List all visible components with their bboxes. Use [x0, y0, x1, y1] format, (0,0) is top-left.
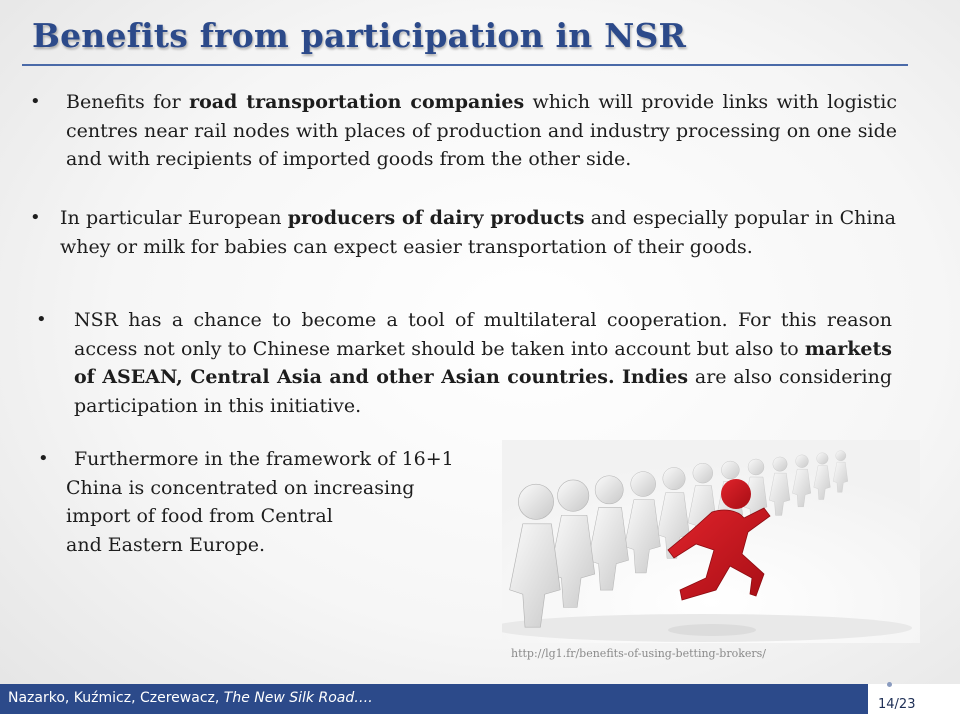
bullet-emphasis: road transportation companies: [189, 91, 525, 113]
bullet-text: are also considering participation in this initiative.: [74, 366, 892, 417]
bullet-marker: •: [30, 91, 41, 112]
bullet-text: Benefits for: [66, 91, 190, 113]
bullet-emphasis: markets of ASEAN, Central Asia and other Asian countries. Indies: [74, 337, 892, 388]
page-dot-icon: [887, 682, 892, 687]
leader-running-image: [502, 440, 920, 643]
image-source-caption: http://lg1.fr/benefits-of-using-betting-brokers/: [511, 647, 767, 660]
footer-citation: [8, 690, 373, 706]
bullet-16-plus-1: [38, 445, 496, 559]
bullet-marker: •: [36, 309, 47, 330]
bullet-text: In particular European: [60, 207, 288, 229]
bullet-multilateral-cooperation: [36, 306, 892, 420]
bullet-road-transport: [30, 88, 897, 174]
footer-authors: Nazarko, Kuźmicz, Czerewacz,: [8, 690, 224, 706]
bullet-emphasis: producers of dairy products: [287, 207, 585, 229]
bullet-marker: •: [38, 448, 49, 469]
bullet-line: and Eastern Europe.: [66, 533, 266, 556]
bullet-dairy-producers: [30, 204, 897, 261]
footer-work-title: The New Silk Road….: [223, 690, 373, 706]
slide-title: Benefits from participation in NSR: [32, 16, 687, 55]
bullet-text: which will provide links with logistic centres near rail nodes with places of production and industry processing on one side and with recipients of imported goods from the other side.: [66, 91, 897, 170]
bullet-line: Furthermore in the framework of 16+1: [74, 448, 454, 470]
bullet-line: China is concentrated on increasing: [66, 476, 415, 499]
bullet-line: import of food from Central: [66, 505, 333, 527]
title-underline: [22, 64, 908, 66]
running-figures-illustration: [502, 440, 920, 643]
page-number: 14/23: [878, 697, 916, 712]
bullet-marker: •: [30, 207, 41, 228]
bullet-text: NSR has a chance to become a tool of multilateral cooperation. For this reason access not only to Chinese market should be taken into account but also to: [74, 309, 892, 360]
bullet-text: and especially popular in China whey or milk for babies can expect easier transportation of their goods.: [60, 207, 897, 258]
